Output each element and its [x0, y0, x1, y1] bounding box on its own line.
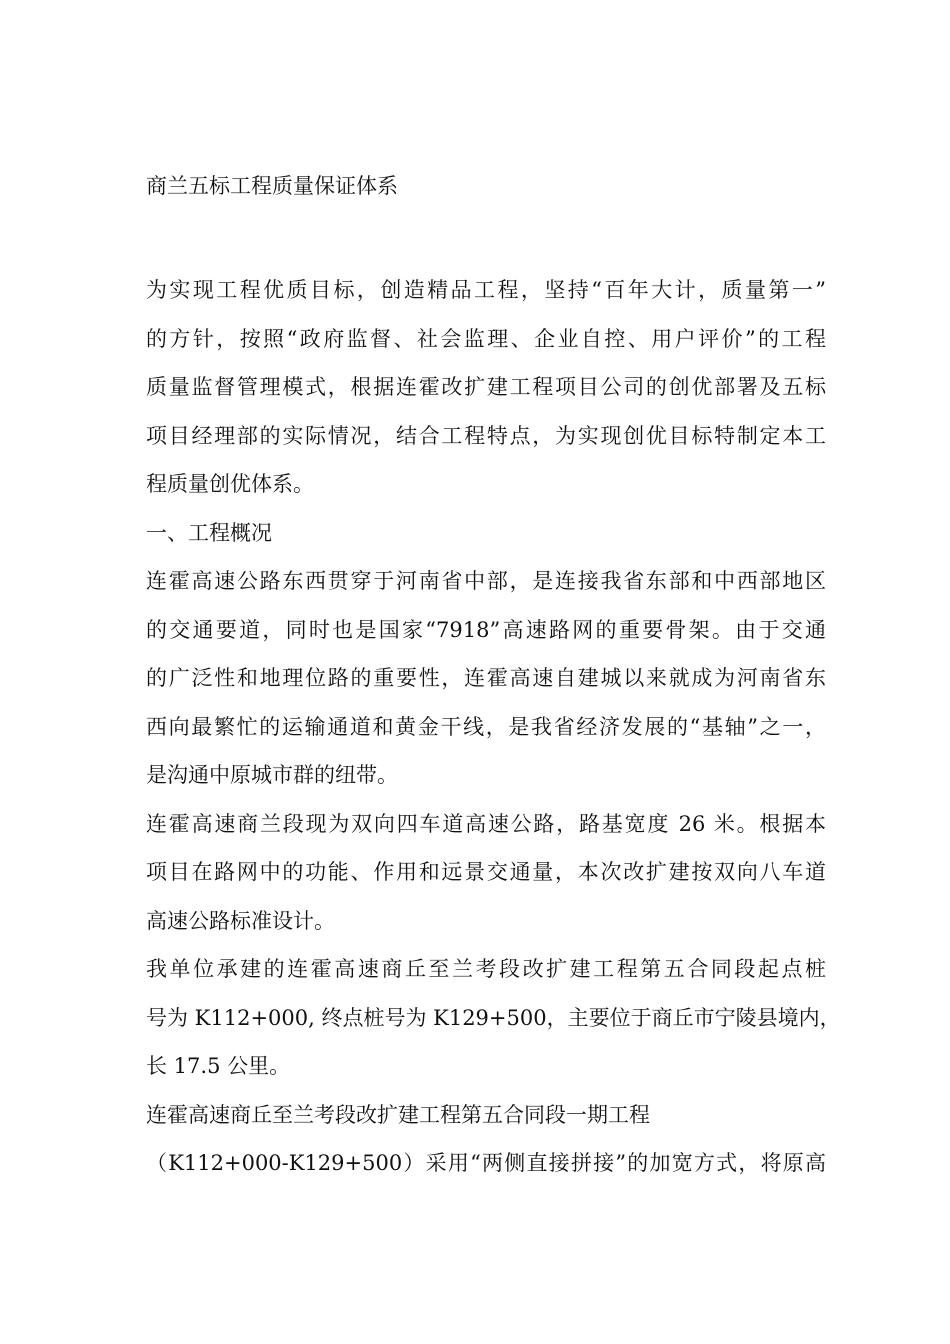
- paragraph-line: 项目在路网中的功能、作用和远景交通量，本次改扩建按双向八车道: [146, 860, 826, 884]
- paragraph-line: 长 17.5 公里。: [146, 1054, 291, 1078]
- paragraph-line: 程质量创优体系。: [146, 472, 314, 496]
- paragraph-line: 连霍高速公路东西贯穿于河南省中部，是连接我省东部和中西部地区: [146, 569, 826, 593]
- paragraph-line: 为实现工程优质目标，创造精品工程，坚持“百年大计，质量第一”: [146, 278, 826, 302]
- paragraph-line: （K112+000-K129+500）采用“两侧直接拼接”的加宽方式，将原高: [146, 1151, 826, 1175]
- paragraph-line: 一、工程概况: [146, 520, 272, 545]
- paragraph-line: 的交通要道，同时也是国家“7918”高速路网的重要骨架。由于交通: [146, 617, 826, 642]
- paragraph-line: 连霍高速商丘至兰考段改扩建工程第五合同段一期工程: [146, 1102, 650, 1127]
- paragraph-line: 西向最繁忙的运输通道和黄金干线，是我省经济发展的“基轴”之一，: [146, 714, 826, 739]
- paragraph-line: 号为 K112+000, 终点桩号为 K129+500，主要位于商丘市宁陵县境内，: [146, 1005, 841, 1030]
- document-body: [146, 266, 841, 1188]
- paragraph-line: 我单位承建的连霍高速商丘至兰考段改扩建工程第五合同段起点桩: [146, 957, 826, 981]
- paragraph-line: 质量监督管理模式，根据连霍改扩建工程项目公司的创优部署及五标: [146, 375, 826, 399]
- paragraph-line: 的方针，按照“政府监督、社会监理、企业自控、用户评价”的工程: [146, 326, 826, 351]
- document-title: 商兰五标工程质量保证体系: [146, 174, 398, 198]
- paragraph-line: 连霍高速商兰段现为双向四车道高速公路，路基宽度 26 米。根据本: [146, 811, 826, 836]
- paragraph-line: 项目经理部的实际情况，结合工程特点，为实现创优目标特制定本工: [146, 423, 826, 448]
- paragraph-line: 的广泛性和地理位路的重要性，连霍高速自建城以来就成为河南省东: [146, 666, 826, 690]
- paragraph-line: 高速公路标准设计。: [146, 908, 335, 933]
- paragraph-line: 是沟通中原城市群的纽带。: [146, 763, 398, 787]
